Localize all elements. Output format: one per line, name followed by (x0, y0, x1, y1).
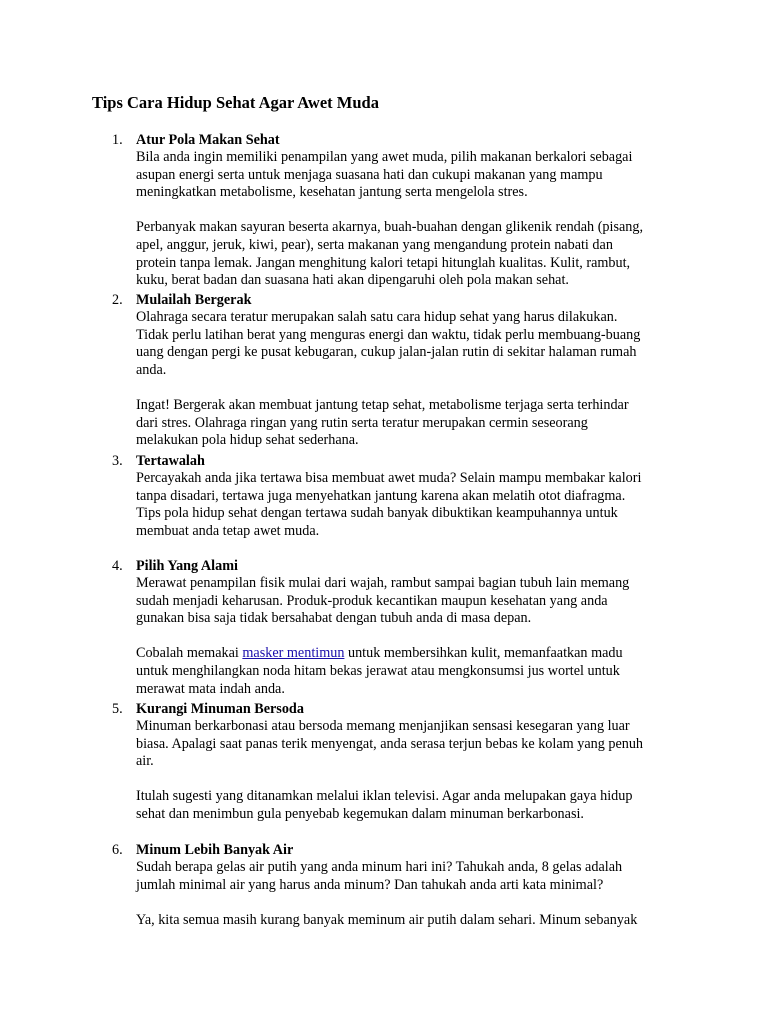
list-number: 5. (112, 701, 123, 717)
paragraph-line: uang dengan pergi ke pusat kebugaran, cukup jalan-jalan rutin di sekitar halaman rumah (136, 344, 637, 361)
paragraph-spacer (136, 379, 696, 397)
paragraph-line: membuat anda tetap awet muda. (136, 522, 320, 539)
list-number: 6. (112, 842, 123, 858)
paragraph-spacer (136, 628, 696, 646)
paragraph-line: jumlah minimal air yang harus anda minum? Dan tahukah anda arti kata minimal? (136, 876, 604, 893)
list-item-heading: Mulailah Bergerak (136, 292, 252, 308)
list-item-heading: Pilih Yang Alami (136, 558, 238, 574)
paragraph-line: Perbanyak makan sayuran beserta akarnya, buah-buahan dengan glikenik rendah (pisang, (136, 219, 644, 236)
paragraph-line: melakukan pola hidup sehat sederhana. (136, 432, 359, 449)
paragraph-spacer (136, 202, 696, 220)
paragraph-line: sehat dan menimbun gula penyebab kegemukan dalam minuman berkarbonasi. (136, 805, 584, 822)
paragraph-line: Ingat! Bergerak akan membuat jantung tetap sehat, metabolisme terjaga serta terhindar (136, 396, 629, 413)
paragraph-line: dari stres. Olahraga ringan yang rutin serta teratur merupakan cermin seseorang (136, 414, 588, 431)
link-prefix-text: Cobalah memakai (136, 645, 243, 662)
paragraph-line: Bila anda ingin memiliki penampilan yang awet muda, pilih makanan berkalori sebagai (136, 149, 633, 165)
paragraph-line-with-link (136, 645, 696, 663)
list-number: 3. (112, 453, 123, 469)
paragraph-line: Tips pola hidup sehat dengan tertawa sudah banyak dibuktikan keampuhannya untuk (136, 505, 618, 522)
paragraph-line: sudah menjadi keharusan. Produk-produk kecantikan maupun kesehatan yang anda (136, 592, 608, 609)
paragraph-line: protein tanpa lemak. Jangan menghitung kalori tetapi hitunglah kualitas. Kulit, rambut, (136, 254, 631, 271)
paragraph-line: Sudah berapa gelas air putih yang anda minum hari ini? Tahukah anda, 8 gelas adalah (136, 859, 623, 875)
paragraph-line: Olahraga secara teratur merupakan salah satu cara hidup sehat yang harus dilakukan. (136, 309, 618, 325)
paragraph-line: asupan energi serta untuk menjaga suasana hati dan cukupi makanan yang mampu (136, 166, 603, 183)
paragraph-line: kuku, berat badan dan suasana hati akan dipengaruhi oleh pola makan sehat. (136, 272, 569, 289)
list-number: 1. (112, 132, 123, 148)
list-item-heading: Minum Lebih Banyak Air (136, 842, 294, 858)
paragraph-line: Itulah sugesti yang ditanamkan melalui iklan televisi. Agar anda melupakan gaya hidup (136, 788, 633, 805)
paragraph-line: gunakan bisa saja tidak bersahabat dengan tubuh anda di masa depan. (136, 610, 532, 627)
paragraph-line: Merawat penampilan fisik mulai dari wajah, rambut sampai bagian tubuh lain memang (136, 575, 630, 591)
paragraph-line: Tidak perlu latihan berat yang menguras energi dan waktu, tidak perlu membuang-buang (136, 326, 641, 343)
link-suffix-text: untuk membersihkan kulit, memanfaatkan madu (344, 645, 623, 662)
list-item-heading: Kurangi Minuman Bersoda (136, 701, 304, 717)
paragraph-spacer (136, 894, 696, 912)
paragraph-line: tanpa disadari, tertawa juga menyehatkan jantung karena akan melatih otot diafragma. (136, 487, 626, 504)
paragraph-spacer (136, 771, 696, 789)
paragraph-line: biasa. Apalagi saat panas terik menyengat, anda serasa terjun bebas ke kolam yang penuh (136, 735, 644, 752)
paragraph-line: untuk menghilangkan noda hitam bekas jerawat atau mengkonsumsi jus wortel untuk (136, 662, 620, 679)
paragraph-line: Ya, kita semua masih kurang banyak meminum air putih dalam sehari. Minum sebanyak (136, 911, 638, 928)
paragraph-line: meningkatkan metabolisme, kesehatan jantung serta mengelola stres. (136, 184, 528, 201)
paragraph-line: merawat mata indah anda. (136, 680, 285, 697)
paragraph-line: Minuman berkarbonasi atau bersoda memang menjanjikan sensasi kesegaran yang luar (136, 718, 630, 734)
list-number: 2. (112, 292, 123, 308)
paragraph-line: Percayakah anda jika tertawa bisa membuat awet muda? Selain mampu membakar kalori (136, 470, 642, 486)
masker-mentimun-link[interactable]: masker mentimun (242, 645, 345, 662)
list-item-heading: Atur Pola Makan Sehat (136, 132, 280, 148)
paragraph-line: air. (136, 753, 154, 770)
document-title: Tips Cara Hidup Sehat Agar Awet Muda (92, 93, 379, 112)
paragraph-line: apel, anggur, jeruk, kiwi, pear), serta makanan yang mengandung protein nabati dan (136, 236, 613, 253)
list-item-heading: Tertawalah (136, 453, 205, 469)
list-number: 4. (112, 558, 123, 574)
paragraph-line: anda. (136, 361, 167, 378)
